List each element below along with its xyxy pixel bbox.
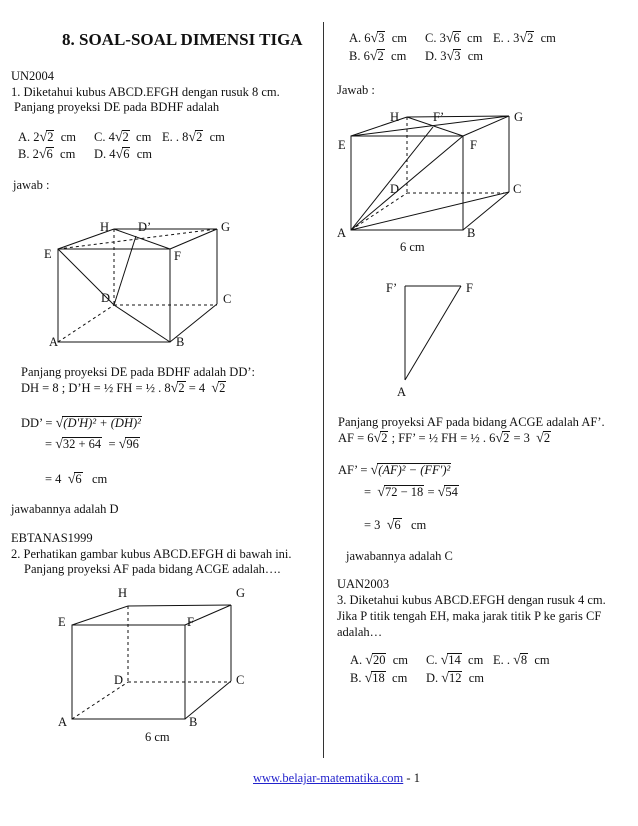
unit: cm xyxy=(136,130,152,144)
unit: cm xyxy=(391,31,407,45)
footer xyxy=(253,771,420,786)
text: DD’ = xyxy=(21,416,56,430)
radicand: 3 xyxy=(454,49,461,63)
text: = xyxy=(427,485,435,499)
q2-text-line2: Panjang proyeksi AF pada bidang ACGE adalah…. xyxy=(24,562,281,576)
q1-source: UN2004 xyxy=(11,69,55,83)
radicand: 2 xyxy=(381,431,388,445)
radicand: 2 xyxy=(219,381,226,395)
q2-option-d: D. 3√3 cm xyxy=(425,49,483,64)
q3-option-b: B. √18 cm xyxy=(350,671,408,686)
edge-length-label: 6 cm xyxy=(400,240,425,254)
unit: cm xyxy=(136,147,152,161)
label-c: C xyxy=(223,292,232,306)
q3-option-a: A. √20 cm xyxy=(350,653,408,668)
q2-option-c: C. 3√6 cm xyxy=(425,31,483,46)
text: DH = 8 ; D’H = ½ FH = ½ . 8 xyxy=(21,381,171,395)
text: AF = 6 xyxy=(338,431,374,445)
radicand: 18 xyxy=(372,671,385,685)
label-d-prime: D’ xyxy=(138,220,152,234)
radicand: 96 xyxy=(126,437,139,451)
label-b: B xyxy=(176,335,185,349)
label-f-prime: F’ xyxy=(386,281,398,295)
label-b: B xyxy=(467,226,476,240)
label-d: D xyxy=(101,291,111,305)
column-divider xyxy=(323,22,324,758)
label-e: E xyxy=(338,138,346,152)
q3-option-c: C. √14 cm xyxy=(426,653,484,668)
label-a: A xyxy=(49,335,59,349)
text: ; FF’ = ½ FH = ½ . 6 xyxy=(388,431,496,445)
q2-answer: jawabannya adalah C xyxy=(346,549,453,563)
label-d: D xyxy=(114,673,124,687)
q2-step2: = √72 − 18 = √54 xyxy=(364,485,458,500)
unit: cm xyxy=(391,49,407,63)
radicand: (AF)² − (FF')² xyxy=(378,463,451,477)
page-number: 1 xyxy=(413,771,420,785)
q2-step3: = 3 √6 cm xyxy=(364,518,427,533)
text: = 3 xyxy=(510,431,534,445)
label-g: G xyxy=(514,110,524,124)
q3-text-line2: Jika P titik tengah EH, maka jarak titik P ke garis CF xyxy=(337,609,602,623)
radicand: 8 xyxy=(520,653,528,667)
label-b: B xyxy=(189,715,198,729)
radicand: 12 xyxy=(448,671,462,685)
unit: cm xyxy=(209,130,225,144)
option-label: C. 4 xyxy=(94,130,115,144)
q2-jawab-label: Jawab : xyxy=(337,83,375,97)
page-title: 8. SOAL-SOAL DIMENSI TIGA xyxy=(62,30,303,49)
edge-length-label: 6 cm xyxy=(145,730,170,744)
radicand: 2 xyxy=(543,431,551,445)
unit: cm xyxy=(411,518,427,532)
unit: cm xyxy=(467,31,483,45)
radicand: (D'H)² + (DH)² xyxy=(63,416,141,430)
text: = 4 xyxy=(45,472,65,486)
text: = xyxy=(108,437,116,451)
radicand: 2 xyxy=(196,130,203,144)
q1-option-e: E. . 8√2 cm xyxy=(162,130,225,145)
q1-option-a: A. 2√2 cm xyxy=(18,130,76,145)
option-label: B. xyxy=(350,671,362,685)
option-label: E. . 8 xyxy=(162,130,189,144)
q2-text-line1: 2. Perhatikan gambar kubus ABCD.EFGH di bawah ini. xyxy=(11,547,292,561)
footer-separator: - xyxy=(406,771,411,785)
q1-dd-formula: DD’ = √(D'H)² + (DH)² xyxy=(21,416,141,431)
q1-jawab-label: jawab : xyxy=(13,178,50,192)
label-e: E xyxy=(58,615,66,629)
q2-option-a: A. 6√3 cm xyxy=(349,31,407,46)
radicand: 2 xyxy=(47,130,54,144)
label-f: F xyxy=(470,138,477,152)
unit: cm xyxy=(60,147,76,161)
unit: cm xyxy=(540,31,556,45)
label-d: D xyxy=(390,182,400,196)
text: = xyxy=(364,485,372,499)
radicand: 2 xyxy=(503,431,510,445)
radicand: 14 xyxy=(448,653,461,667)
q3-text-line3: adalah… xyxy=(337,625,383,639)
radicand: 6 xyxy=(123,147,130,161)
label-g: G xyxy=(221,220,231,234)
radicand: 6 xyxy=(394,518,401,532)
label-a: A xyxy=(337,226,347,240)
q2-option-b: B. 6√2 cm xyxy=(349,49,407,64)
label-f: F xyxy=(187,615,194,629)
radicand: 2 xyxy=(377,49,384,63)
label-h: H xyxy=(390,110,400,124)
q2-solution-line1: Panjang proyeksi AF pada bidang ACGE adalah AF’. xyxy=(338,415,605,429)
option-label: D. xyxy=(426,671,439,685)
label-c: C xyxy=(513,182,522,196)
footer-link[interactable]: www.belajar-matematika.com xyxy=(253,771,404,785)
label-f: F xyxy=(466,281,473,295)
q3-text-line1: 3. Diketahui kubus ABCD.EFGH dengan rusuk 4 cm. xyxy=(337,593,606,607)
q3-option-e: E. . √8 cm xyxy=(493,653,550,668)
label-c: C xyxy=(236,673,245,687)
option-label: A. 2 xyxy=(18,130,40,144)
q2-source: EBTANAS1999 xyxy=(11,531,93,545)
q1-text-line1: 1. Diketahui kubus ABCD.EFGH dengan rusuk 8 cm. xyxy=(11,85,280,99)
q1-option-b: B. 2√6 cm xyxy=(18,147,76,162)
label-a: A xyxy=(397,385,407,399)
radicand: 6 xyxy=(453,31,460,45)
text: = xyxy=(45,437,53,451)
radicand: 2 xyxy=(178,381,185,395)
radicand: 32 + 64 xyxy=(62,437,102,451)
label-a: A xyxy=(58,715,68,729)
unit: cm xyxy=(467,49,483,63)
radicand: 6 xyxy=(46,147,53,161)
radicand: 72 − 18 xyxy=(385,485,424,499)
q1-step3: = 4 √6 cm xyxy=(45,472,108,487)
radicand: 2 xyxy=(527,31,534,45)
q1-text-line2: Panjang proyeksi DE pada BDHF adalah xyxy=(14,100,220,114)
unit: cm xyxy=(468,653,484,667)
option-label: D. 3 xyxy=(425,49,447,63)
q1-solution-line1: Panjang proyeksi DE pada BDHF adalah DD’: xyxy=(21,365,255,379)
option-label: A. 6 xyxy=(349,31,371,45)
unit: cm xyxy=(468,671,484,685)
option-label: C. 3 xyxy=(425,31,446,45)
radicand: 3 xyxy=(378,31,385,45)
text: = 3 xyxy=(364,518,384,532)
radicand: 2 xyxy=(122,130,129,144)
q1-answer: jawabannya adalah D xyxy=(11,502,119,516)
q2-option-e: E. . 3√2 cm xyxy=(493,31,556,46)
unit: cm xyxy=(60,130,76,144)
unit: cm xyxy=(392,653,408,667)
label-e: E xyxy=(44,247,52,261)
option-label: E. . 3 xyxy=(493,31,520,45)
q1-solution-line2: DH = 8 ; D’H = ½ FH = ½ . 8√2 = 4 √2 xyxy=(21,381,226,396)
q2-af-formula: AF’ = √(AF)² − (FF')² xyxy=(338,463,451,478)
text: = 4 xyxy=(185,381,209,395)
q2-solution-line2: AF = 6√2 ; FF’ = ½ FH = ½ . 6√2 = 3 √2 xyxy=(338,431,551,446)
option-label: D. 4 xyxy=(94,147,116,161)
option-label: E. . xyxy=(493,653,511,667)
q3-source: UAN2003 xyxy=(337,577,390,591)
option-label: B. 2 xyxy=(18,147,39,161)
label-f: F xyxy=(174,249,181,263)
q3-option-d: D. √12 cm xyxy=(426,671,484,686)
q1-option-c: C. 4√2 cm xyxy=(94,130,152,145)
radicand: 54 xyxy=(445,485,458,499)
q1-option-d: D. 4√6 cm xyxy=(94,147,152,162)
unit: cm xyxy=(392,671,408,685)
label-h: H xyxy=(118,586,128,600)
radicand: 20 xyxy=(372,653,386,667)
label-g: G xyxy=(236,586,246,600)
unit: cm xyxy=(92,472,108,486)
radicand: 6 xyxy=(75,472,82,486)
q1-step2: = √32 + 64 = √96 xyxy=(45,437,139,452)
label-f-prime: F’ xyxy=(433,110,445,124)
option-label: B. 6 xyxy=(349,49,370,63)
label-h: H xyxy=(100,220,110,234)
unit: cm xyxy=(534,653,550,667)
option-label: A. xyxy=(350,653,363,667)
text: AF’ = xyxy=(338,463,371,477)
option-label: C. xyxy=(426,653,438,667)
